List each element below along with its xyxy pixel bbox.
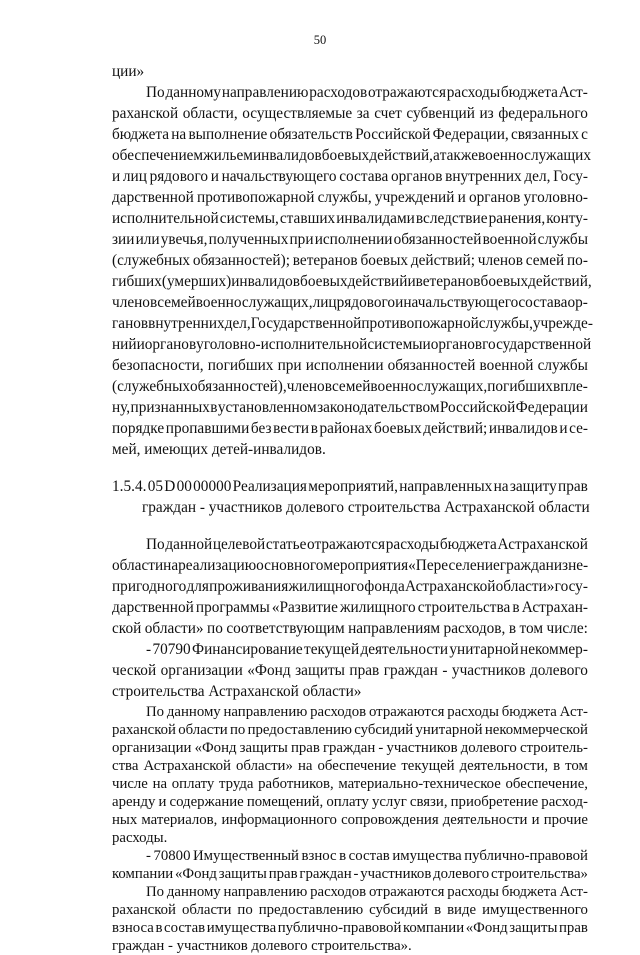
page-number: 50: [313, 33, 327, 47]
section-heading-line: граждан - участников долевого строительства Астраханской области: [142, 499, 590, 516]
text-line: мей, имеющих детей-инвалидов.: [112, 441, 326, 458]
text-line: числе на оплату труда работников, материально-техническое обеспечение,: [112, 776, 588, 792]
text-line: строительства Астраханской области»: [112, 683, 362, 700]
text-line: ческой организации «Фонд защиты прав граждан - участников долевого: [112, 662, 588, 679]
text-line: граждан - участников долевого строительства».: [112, 938, 412, 954]
text-line: По данному направлению расходов отражаются расходы бюджета Аст-: [146, 704, 588, 720]
text-line: раханской области по предоставлению субсидий унитарной некоммерческой: [112, 722, 588, 738]
text-line: - 70800 Имущественный взнос в состав имущества публично-правовой: [146, 848, 588, 864]
text-line: раханской области, осуществляемые за счет субвенций из федерального: [112, 105, 588, 122]
text-line: По данному направлению расходов отражаются расходы бюджета Аст-: [146, 884, 588, 900]
text-line: (служебных обязанностей); ветеранов боевых действий; членов семей по-: [112, 252, 588, 269]
text-line: обеспечением жильем инвалидов боевых действий, а также военнослужащих: [112, 147, 592, 164]
text-line: - 70790 Финансирование текущей деятельности унитарной некоммер-: [146, 641, 588, 658]
text-line: дарственной противопожарной службы, учреждений и органов уголовно-: [112, 189, 588, 206]
text-line: расходы.: [112, 830, 168, 846]
text-line: организации «Фонд защиты прав граждан - участников долевого строитель-: [112, 740, 588, 756]
text-line: ний и органов уголовно-исполнительной системы и органов государственной: [112, 336, 592, 353]
text-line: По данной целевой статье отражаются расходы бюджета Астраханской: [146, 536, 588, 553]
text-line: ской области» по соответствующим направлениям расходов, в том числе:: [112, 620, 588, 637]
text-line: По данному направлению расходов отражаются расходы бюджета Аст-: [146, 84, 588, 101]
text-line: раханской области по предоставлению субсидий в виде имущественного: [112, 902, 588, 918]
text-line: порядке пропавшими без вести в районах боевых действий; инвалидов и се-: [112, 420, 588, 437]
text-line: дарственной программы «Развитие жилищного строительства в Астрахан-: [112, 599, 588, 616]
text-line: ну, признанных в установленном законодательством Российской Федерации: [112, 399, 588, 416]
text-line: области на реализацию основного мероприятия «Переселение граждан из не-: [112, 557, 589, 574]
text-line: исполнительной системы, ставших инвалидами вследствие ранения, конту-: [112, 210, 588, 227]
text-line: бюджета на выполнение обязательств Российской Федерации, связанных с: [112, 126, 588, 143]
text-line: ства Астраханской области» на обеспечение текущей деятельности, в том: [112, 758, 588, 774]
text-line: безопасности, погибших при исполнении обязанностей военной службы: [112, 357, 588, 374]
text-line: ции»: [112, 63, 145, 80]
text-line: и лиц рядового и начальствующего состава органов внутренних дел, Госу-: [112, 168, 588, 185]
text-line: гибших (умерших) инвалидов боевых действий и ветеранов боевых действий,: [112, 273, 592, 290]
text-line: аренду и содержание помещений, оплату услуг связи, приобретение расход-: [112, 794, 588, 810]
text-line: ных материалов, информационного сопровождения деятельности и прочие: [112, 812, 588, 828]
text-line: компании «Фонд защиты прав граждан - участников долевого строительства»: [112, 866, 588, 882]
text-line: взноса в состав имущества публично-правовой компании «Фонд защиты прав: [112, 920, 588, 936]
text-line: ганов внутренних дел, Государственной противопожарной службы, учрежде-: [112, 315, 593, 332]
text-line: членов семей военнослужащих, лиц рядового и начальствующего состава ор-: [112, 294, 588, 311]
section-heading-line: 1.5.4. 05 D 00 00000 Реализация мероприятий, направленных на защиту прав: [112, 478, 588, 495]
text-line: пригодного для проживания жилищного фонда Астраханской области» госу-: [112, 578, 588, 595]
text-line: (служебных обязанностей), членов семей военнослужащих, погибших в пле-: [112, 378, 588, 395]
text-line: зии или увечья, полученных при исполнении обязанностей военной службы: [112, 231, 588, 248]
